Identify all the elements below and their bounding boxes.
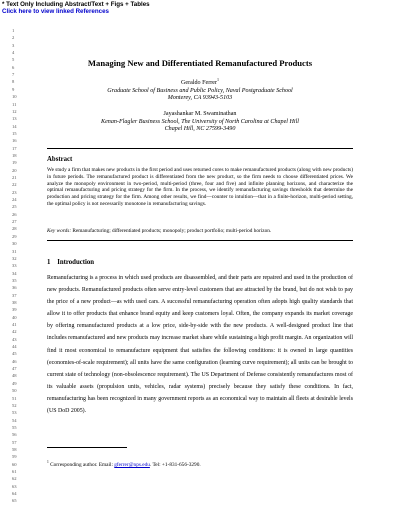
line-number: 52 (12, 402, 17, 408)
line-number: 10 (12, 94, 17, 100)
line-number: 45 (12, 351, 17, 357)
line-number: 14 (12, 123, 17, 129)
line-number: 43 (12, 336, 17, 342)
line-number: 17 (12, 145, 17, 151)
abstract-top-rule (47, 148, 353, 149)
author-affiliation: Graduate School of Business and Public Policy, Naval Postgraduate School (107, 87, 293, 94)
line-number: 53 (12, 410, 17, 416)
line-number: 58 (12, 446, 17, 452)
line-number: 31 (12, 248, 17, 254)
line-number: 61 (12, 469, 17, 474)
line-number: 32 (12, 255, 17, 261)
abstract-bottom-rule (47, 240, 353, 241)
line-number: 25 (12, 204, 17, 210)
line-number: 36 (12, 285, 17, 291)
line-number: 9 (12, 86, 15, 92)
line-number: 27 (12, 219, 17, 225)
author-block-1 (47, 76, 353, 103)
line-number: 21 (12, 175, 17, 180)
line-number: 5 (12, 57, 15, 63)
author-address: Monterey, CA 93943-5103 (167, 95, 233, 102)
line-number: 49 (12, 380, 17, 386)
line-number: 46 (12, 358, 17, 364)
line-number: 2 (12, 35, 15, 41)
abstract-heading: Abstract (47, 156, 73, 163)
line-number: 12 (12, 108, 17, 114)
line-number: 3 (12, 42, 15, 48)
line-number: 38 (12, 299, 17, 305)
abstract-text: We study a firm that makes new products in the first period and uses returned cores to make remanufactured products (along with new products) in future periods. The remanufactured product is differentiated from the new product, so the firm needs to choose differentiated prices. We analyze the monopoly environment in two-period, multi-period (three, four and five) and infinite planning horizons, and characterize the optimal remanufacturing and pricing strategy for the firm. In the process, we identify remanufacturing savings thresholds that determine the production and pricing strategy for the firm. Among other results, we find—counter to intuition—that in a finite-horizon, multi-period setting, the optimal policy is not necessarily monotone in remanufacturing savings. (47, 167, 353, 207)
introduction-text: Remanufacturing is a process in which used products are disassembled, and their parts are repaired and used in the production of new products. Remanufactured products often serve entry-level customers that are attracted by the brand, but do not wish to pay the price of a new product—as with used cars. A successful remanufacturing operation often adopts high quality standards that allow it to offer products that enhance brand equity and keep customers loyal. Often, the company expands its market coverage by offering remanufactured products at a low price, side-by-side with the new products. A well-designed product line that includes remanufactured and new products may increase market share while sustaining a high profit margin. An organization will find it most economical to remanufacture equipment that satisfies the following conditions: it is owned in large quantities (economies-of-scale requirement); all units have the same configuration (learning curve requirement); all units can be brought to current state of technology (non-obsolescence requirement). The US Department of Defense consistently remanufactures most of its valuable assets (propulsion units, vehicles, radar systems) precisely because they satisfy these conditions. In fact, remanufacturing has been recognized in many government reports as an economical way to maintain all fleets at desirable levels (US DoD 2005). (47, 275, 353, 415)
author-affiliation: Kenan-Flagler Business School, The University of North Carolina at Chapel Hill (101, 118, 299, 125)
line-number: 26 (12, 211, 17, 217)
line-number: 6 (12, 64, 15, 70)
line-number: 63 (12, 483, 17, 489)
text-filter-note: * Text Only Including Abstract/Text + Figs + Tables (2, 1, 150, 8)
line-number: 65 (12, 498, 17, 504)
author-email-link[interactable]: gferrer@nps.edu (114, 461, 150, 468)
line-number: 56 (12, 432, 17, 438)
line-number: 59 (12, 454, 17, 460)
line-number: 23 (12, 189, 17, 195)
keywords-line (47, 228, 353, 235)
submission-banner (2, 1, 150, 16)
footnote-rule (47, 447, 127, 448)
line-number: 50 (12, 388, 17, 394)
line-number: 42 (12, 329, 17, 335)
line-number: 13 (12, 116, 17, 122)
author-block-2 (47, 111, 353, 134)
line-number: 57 (12, 439, 17, 445)
line-number: 16 (12, 138, 17, 144)
footnote-label: Corresponding author. Email: (48, 461, 115, 468)
author-name: Jayashankar M. Swaminathan (163, 111, 237, 117)
line-number: 60 (12, 461, 17, 467)
line-number: 22 (12, 182, 17, 188)
linked-references-link[interactable]: Click here to view linked References (2, 8, 109, 16)
footnote (47, 460, 353, 468)
line-number: 40 (12, 314, 17, 320)
author-address: Chapel Hill, NC 27599-3490 (164, 126, 236, 133)
line-number: 37 (12, 292, 17, 298)
line-number: 19 (12, 160, 17, 166)
line-number: 11 (12, 101, 17, 107)
line-number: 24 (12, 197, 17, 203)
line-number: 30 (12, 241, 17, 247)
line-number: 55 (12, 424, 17, 430)
footnote-phone: . Tel: +1-831-656-3290. (149, 461, 201, 468)
line-number: 64 (12, 491, 17, 497)
line-number: 35 (12, 277, 17, 283)
line-number: 47 (12, 366, 17, 372)
line-number: 1 (12, 28, 15, 33)
introduction-heading: 1 Introduction (47, 259, 95, 266)
line-number: 33 (12, 263, 17, 269)
line-number: 18 (12, 152, 17, 158)
keywords-list: Remanufacturing; differentiated products; monopoly; product portfolio; multi-period horizon. (71, 228, 272, 234)
line-number: 62 (12, 476, 17, 482)
paper-title: Managing New and Differentiated Remanufactured Products (87, 58, 313, 68)
footnote-mark: 1 (217, 77, 220, 82)
line-number: 34 (12, 270, 17, 276)
line-number: 54 (12, 417, 17, 423)
keywords-label: Key words: (47, 228, 72, 234)
line-number: 28 (12, 226, 17, 232)
author-name: Geraldo Ferrer (180, 80, 218, 87)
footnote-mark: 1 (47, 460, 49, 464)
line-number: 48 (12, 373, 17, 379)
line-number: 15 (12, 130, 17, 136)
line-number: 41 (12, 322, 17, 327)
line-number: 51 (12, 395, 17, 401)
line-number: 39 (12, 307, 17, 313)
line-number: 20 (12, 167, 17, 173)
line-number: 4 (12, 50, 15, 56)
line-number: 8 (12, 79, 15, 85)
line-number: 44 (12, 344, 17, 350)
line-number: 7 (12, 72, 15, 78)
line-number: 29 (12, 233, 17, 239)
